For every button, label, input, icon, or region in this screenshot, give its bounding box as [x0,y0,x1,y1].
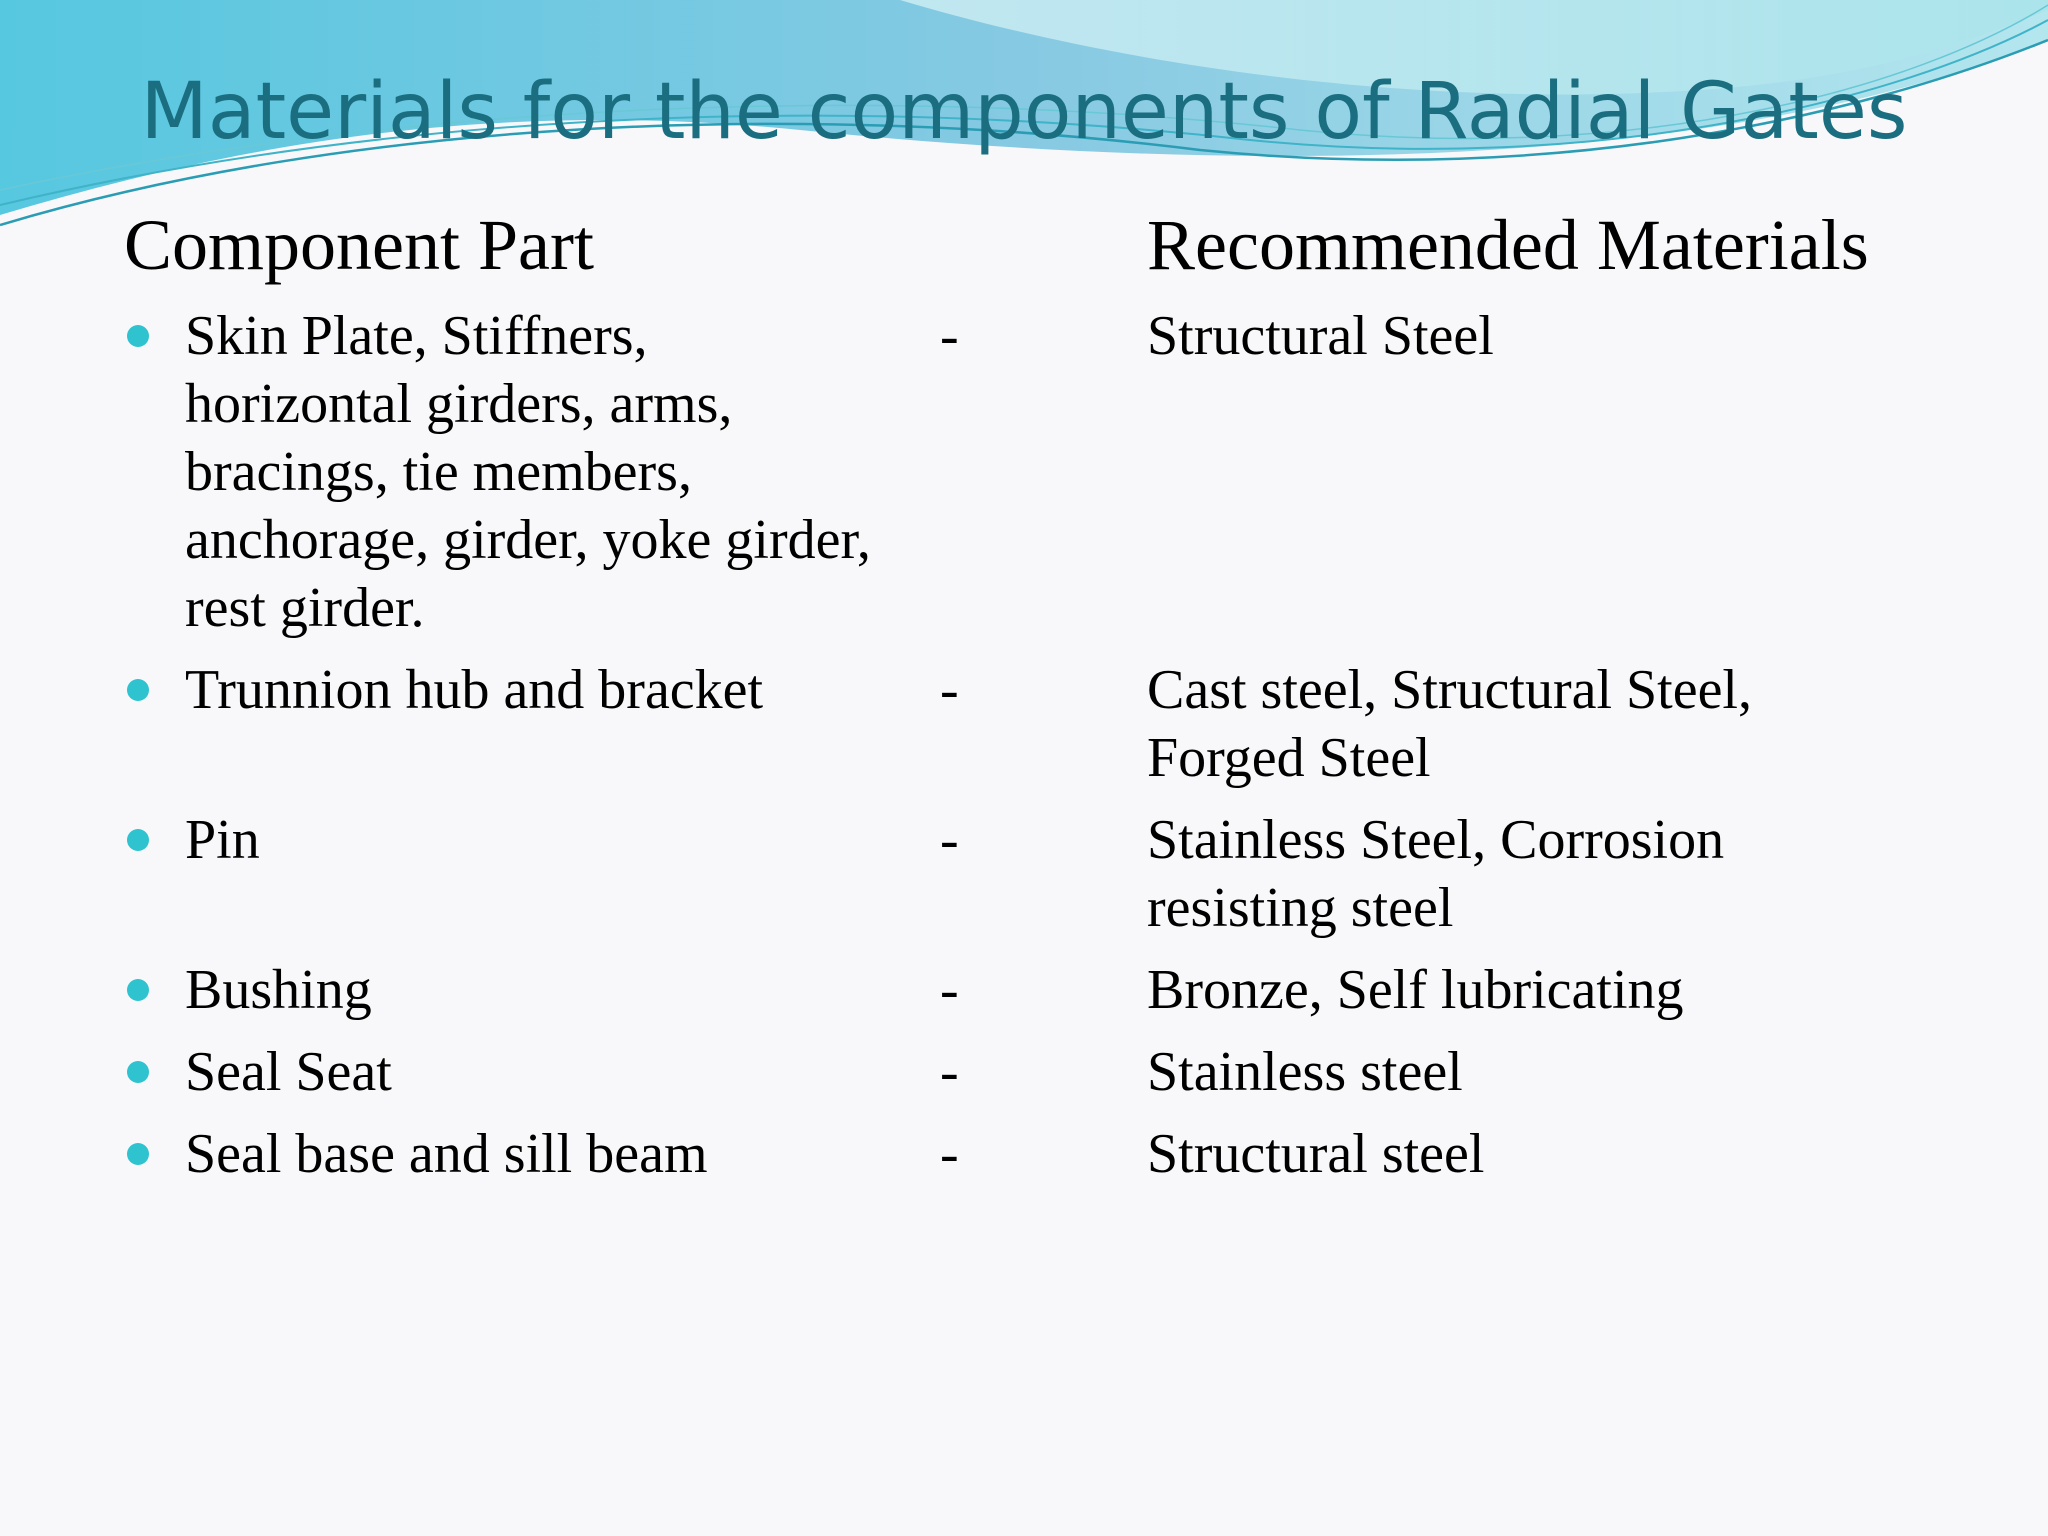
separator-dash: - [940,659,959,721]
component-part: Pin [185,809,260,871]
recommended-material: Structural steel [1147,1123,1485,1185]
bullet-icon [127,679,149,701]
column-header-component-part: Component Part [124,205,594,285]
recommended-material: Stainless steel [1147,1041,1463,1103]
column-header-recommended-materials: Recommended Materials [1147,205,1869,285]
separator-dash: - [940,305,959,367]
separator-dash: - [940,1123,959,1185]
component-part: Seal Seat [185,1041,392,1103]
bullet-icon [127,979,149,1001]
bullet-icon [127,325,149,347]
component-part: Seal base and sill beam [185,1123,708,1185]
component-part: Trunnion hub and bracket [185,659,764,721]
recommended-material: Bronze, Self lubricating [1147,959,1684,1021]
bullet-icon [127,1143,149,1165]
separator-dash: - [940,809,959,871]
separator-dash: - [940,959,959,1021]
bullet-icon [127,829,149,851]
recommended-material: Cast steel, Structural Steel, Forged Steel [1147,659,1752,789]
component-part: Bushing [185,959,372,1021]
component-part: Skin Plate, Stiffners, horizontal girders, arms, bracings, tie members, anchorage, girder, yoke girder, rest girder. [185,305,871,639]
recommended-material: Structural Steel [1147,305,1494,367]
separator-dash: - [940,1041,959,1103]
bullet-icon [127,1061,149,1083]
recommended-material: Stainless Steel, Corrosion resisting steel [1147,809,1725,939]
slide-title: Materials for the components of Radial Gates [140,67,1908,157]
